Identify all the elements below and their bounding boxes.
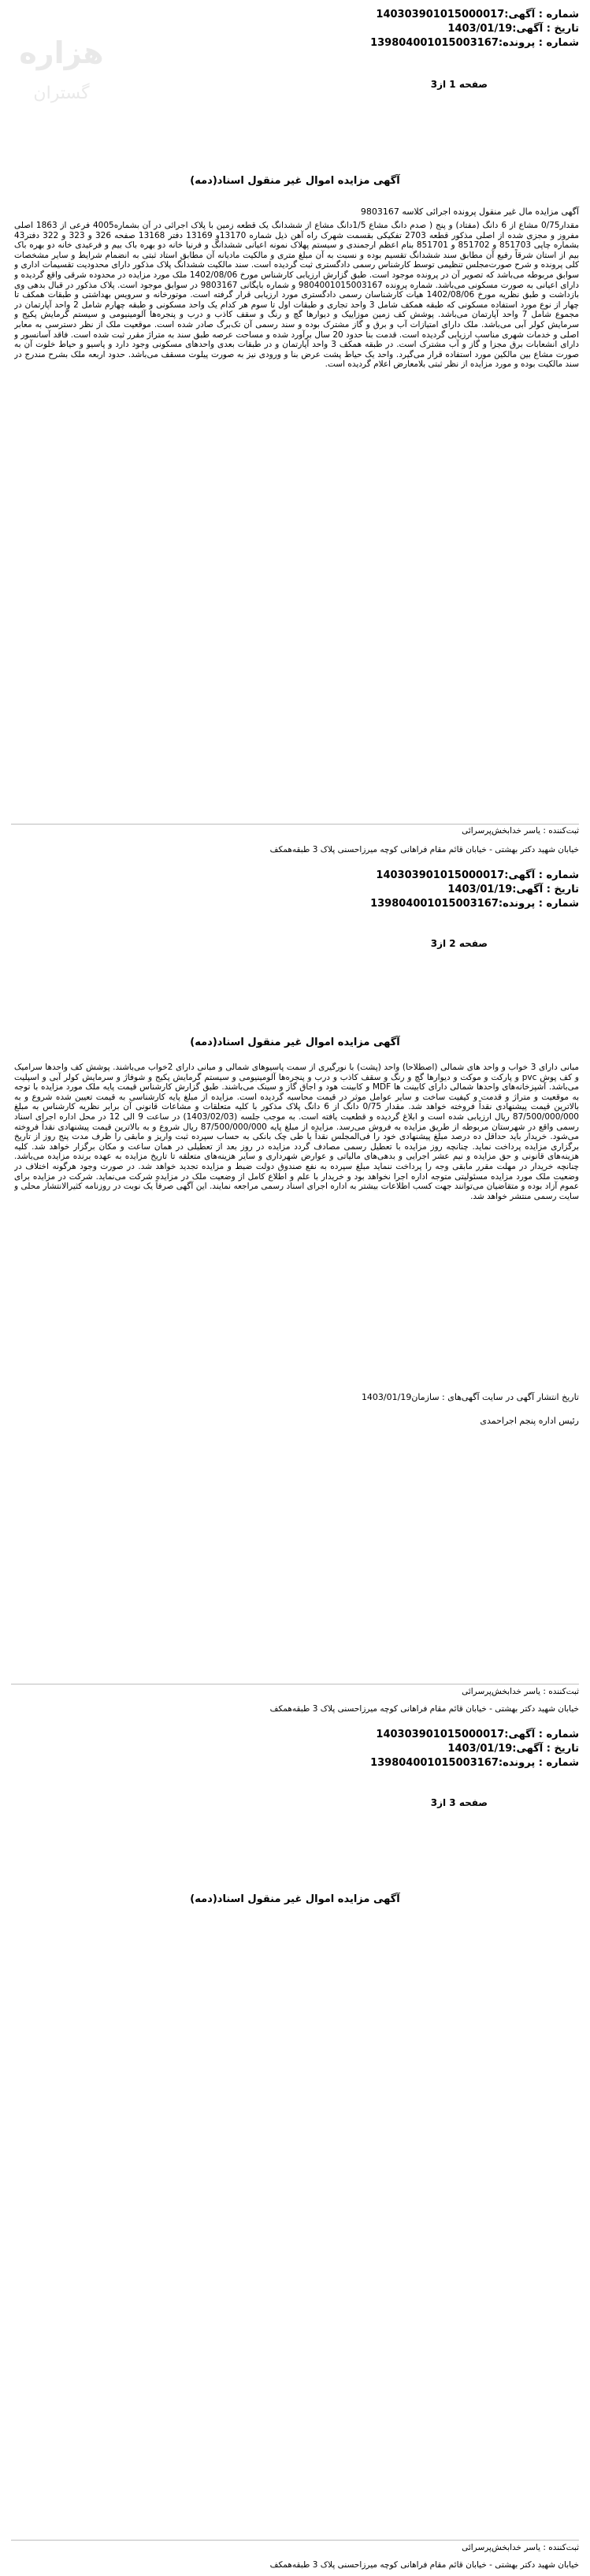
notice-number-row bbox=[370, 1728, 579, 1742]
notice-body: مبانی دارای 3 خواب و واحد های شمالی (اصطلاحاً) واحد (پشت) با نورگیری از سمت پاسیوهای شمالی و مبانی دارای 2خواب می‌باشند. پوشش کف واحدها سرامیک و کف پوش pvc و پارکت و موکت و دیوارها گچ و رنگ و سقف کاذب و درب و پنجره‌ها آلومینیومی و سیستم گرمایش پکیج و شوفاژ و سرمایش کولر آبی و اسپلیت می‌باشد. آشپزخانه‌های واحدها شمالی دارای کابینت ها MDF و کابینت هود و اجاق گاز و سینک می‌باشند. طبق گزارش کارشناس قیمت پایه ملک مورد مزایده با توجه به موقعیت و متراژ و قدمت و کیفیت ساخت و سایر عوامل موثر در قیمت محاسبه گردیده است. مزایده از مبلغ پایه کارشناسی به قیمت تعیین شده شروع و به بالاترین قیمت پیشنهادی نقداً فروخته خواهد شد. مقدار 0/75 دانگ از 6 دانگ پلاک مذکور با کلیه متعلقات و مشاعات قانونی آن برابر نظریه کارشناس به مبلغ 87/500/000/000 ریال ارزیابی شده است و ابلاغ گردیده و قطعیت یافته است. به موجب جلسه (1403/02/03) در ساعت 9 الی 12 در محل اداره اجرای اسناد رسمی واقع در شهرستان مربوطه از طریق مزایده به فروش می‌رسد. مزایده از مبلغ پایه 87/500/000/000 ریال شروع و به بالاترین قیمت پیشنهادی نقداً فروخته می‌شود. خریدار باید حداقل ده درصد مبلغ پیشنهادی خود را فی‌المجلس نقداً یا طی چک بانکی به حساب سپرده ثبت واریز و مابقی را ظرف مدت پنج روز از تاریخ برگزاری مزایده پرداخت نماید. چنانچه روز مزایده با تعطیل رسمی مصادف گردد مزایده در روز بعد از تعطیلی در همان ساعت و مکان برگزار خواهد شد. کلیه هزینه‌های قانونی و حق مزایده و نیم عشر اجرایی و بدهی‌های مالیاتی و عوارض شهرداری و سایر هزینه‌های متعلقه تا تاریخ مزایده به عهده برنده مزایده می‌باشد. چنانچه خریدار در مهلت مقرر مابقی وجه را پرداخت ننماید مبلغ سپرده به نفع صندوق دولت ضبط و مزایده تجدید خواهد شد. در صورت وجود هرگونه اختلاف در وضعیت ملک مورد مزایده مسئولیتی متوجه اداره اجرا نخواهد بود و خریدار با علم و اطلاع کامل از وضعیت ملک در مزایده شرکت می‌نماید. شرکت در مزایده برای عموم آزاد بوده و متقاضیان می‌توانند جهت کسب اطلاعات بیشتر به اداره اجرای اسناد رسمی مراجعه نمایند. این آگهی صرفاً یک نوبت در روزنامه کثیرالانتشار محلی و سایت رسمی منتشر خواهد شد. bbox=[14, 1063, 579, 1201]
notice-date-label: تاریخ : bbox=[546, 884, 579, 895]
notice-meta bbox=[370, 8, 579, 50]
notice-date-value: آگهی:1403/01/19 bbox=[447, 884, 544, 895]
footer-printer: ثبت‌کننده : یاسر خدابخش‌پرسرائی bbox=[462, 1687, 579, 1696]
footer-address: خیابان شهید دکتر بهشتی - خیابان قائم مقام فراهانی کوچه میرزاحسنی پلاک 3 طبقه‌همکف bbox=[269, 2560, 579, 2570]
watermark-brand: هزاره bbox=[19, 35, 104, 70]
notice-meta bbox=[370, 869, 579, 911]
notice-number-value: آگهی:140303901015000017 bbox=[376, 9, 536, 20]
file-number-label: شماره : bbox=[538, 1757, 579, 1769]
publish-date: تاریخ انتشار آگهی در سایت آگهی‌های : سازمان1403/01/19 bbox=[361, 1392, 579, 1402]
notice-number-label: شماره : bbox=[538, 1729, 579, 1740]
notice-date-row bbox=[370, 22, 579, 36]
page-divider bbox=[11, 824, 579, 825]
notice-number-value: آگهی:140303901015000017 bbox=[376, 869, 536, 881]
notice-number-row bbox=[370, 869, 579, 883]
notice-date-row bbox=[370, 883, 579, 897]
page-divider bbox=[11, 2540, 579, 2541]
file-number-label: شماره : bbox=[538, 37, 579, 49]
footer-printer: ثبت‌کننده : یاسر خدابخش‌پرسرائی bbox=[462, 2543, 579, 2552]
notice-number-label: شماره : bbox=[538, 9, 579, 20]
notice-number-label: شماره : bbox=[538, 869, 579, 881]
footer-printer: ثبت‌کننده : یاسر خدابخش‌پرسرائی bbox=[462, 826, 579, 836]
file-number-value: پرونده:139804001015003167 bbox=[370, 1757, 536, 1769]
page-number: صفحه 2 از3 bbox=[430, 938, 488, 949]
signer: رئیس اداره پنجم اجراحمدی bbox=[480, 1416, 579, 1426]
footer-address: خیابان شهید دکتر بهشتی - خیابان قائم مقام فراهانی کوچه میرزاحسنی پلاک 3 طبقه‌همکف bbox=[269, 845, 579, 854]
notice-date-value: آگهی:1403/01/19 bbox=[447, 1743, 544, 1755]
page-title: آگهی مزایده اموال غیر منقول اسناد(دمه) bbox=[190, 1893, 400, 1905]
file-number-value: پرونده:139804001015003167 bbox=[370, 37, 536, 49]
page-3 bbox=[0, 1718, 590, 2576]
page-title: آگهی مزایده اموال غیر منقول اسناد(دمه) bbox=[190, 1037, 400, 1048]
notice-number-value: آگهی:140303901015000017 bbox=[376, 1729, 536, 1740]
file-number-row bbox=[370, 36, 579, 50]
file-number-value: پرونده:139804001015003167 bbox=[370, 898, 536, 910]
page-title: آگهی مزایده اموال غیر منقول اسناد(دمه) bbox=[190, 175, 400, 187]
page-1 bbox=[0, 0, 590, 859]
notice-date-row bbox=[370, 1742, 579, 1756]
file-number-row bbox=[370, 897, 579, 911]
notice-meta bbox=[370, 1728, 579, 1770]
notice-date-label: تاریخ : bbox=[546, 23, 579, 35]
watermark-tagline: گستران bbox=[33, 84, 90, 103]
notice-body: مقدار0/75 مشاع از 6 دانگ (مفتاد) و پنج ( صدم دانگ مشاع 1/5دانگ مشاع از ششدانگ یک قطعه زمین با پلاک اجرائی در آن بشماره4005 فرعی از 1863 اصلی مفروز و مجزی شده از اصلی مذکور قطعه 2703 تفکیکی بقسمت شهرک راه آهن ذیل شماره 13170و 13169 دفتر 13168 صفحه 326 و 323 و 322 دفتر43 بشماره چاپی 851703 و 851702 و 851701 بنام اعظم ارجمندی و سیستم پهلاک نمونه اعیانی ششدانگ و فرنیا خانه دو بهره باک بیم و فرعیدی خانه دو بهره باک بیم از استان شرقاً رفیع آن مطابق سند ششدانگ تقسیم بوده و نسبت به آن مبلغ متری و مالکیت مادیانه آن مطابق استاد ثبتی به انضمام شرایط و سایر مشخصات کلی پرونده و شرح صورت‌مجلس تنظیمی توسط کارشناس رسمی دادگستری ثبت گردیده است. سند مالکیت ششدانگ پلاک مذکور دارای محدودیت تقسیمات اداری و سوابق مربوطه می‌باشد که تصویر آن در پرونده موجود است. طبق گزارش ارزیابی کارشناس مورخ 1402/08/06 ملک مورد مزایده در محدوده شرقی واقع گردیده و دارای اعیانی به صورت مسکونی می‌باشد. شماره پرونده 9804001015003167 و شماره بایگانی 9803167 در سوابق موجود است. پلاک مذکور در قبال بدهی وی بازداشت و طبق نظریه مورخ 1402/08/06 هیات کارشناسان رسمی دادگستری مورد ارزیابی قرار گرفته است. موتورخانه و سرویس بهداشتی و طبقات همکف تا چهار از نوع مورد استفاده مسکونی که طبقه همکف شامل 3 واحد تجاری و طبقات اول تا سوم هر کدام یک واحد مسکونی و طبقه چهارم شامل 2 واحد آپارتمان در مجموع شامل 7 واحد آپارتمان می‌باشد. پوشش کف زمین موزاییک و دیوارها گچ و رنگ و سقف کاذب و درب و پنجره‌ها آلومینیومی و سیستم گرمایش پکیج و سرمایش کولر آبی می‌باشد. ملک دارای امتیازات آب و برق و گاز مشترک بوده و سند رسمی آن تک‌برگ صادر شده است. موقعیت ملک از نظر دسترسی به معابر اصلی و خدمات شهری مناسب ارزیابی گردیده است. قدمت بنا حدود 20 سال برآورد شده و مساحت عرصه طبق سند به متراژ مقرر ثبت شده است. فاقد آسانسور و دارای انشعابات برق مجزا و گاز و آب مشترک است. در طبقه همکف 3 واحد آپارتمان و در طبقات بعدی واحدهای مسکونی وجود دارد و پاسیو و حیاط خلوت آن به صورت مشاع بین مالکین مورد استفاده قرار می‌گیرد. واحد یک حیاط پشت عرض بنا و ورودی نیز به صورت پیلوت مسقف می‌باشد. حدود اربعه ملک بشرح مندرج در سند مالکیت بوده و مورد مزایده از نظر ثبتی بلامعارض اعلام گردیده است. bbox=[14, 221, 579, 370]
hezareh-logo-icon bbox=[14, 8, 109, 118]
case-subtitle: آگهی مزایده مال غیر منقول پرونده اجرائی کلاسه 9803167 bbox=[360, 207, 579, 217]
page-number: صفحه 3 از3 bbox=[430, 1797, 488, 1808]
notice-number-row bbox=[370, 8, 579, 22]
notice-date-value: آگهی:1403/01/19 bbox=[447, 23, 544, 35]
notice-date-label: تاریخ : bbox=[546, 1743, 579, 1755]
page-number: صفحه 1 از3 bbox=[430, 79, 488, 90]
footer-address: خیابان شهید دکتر بهشتی - خیابان قائم مقام فراهانی کوچه میرزاحسنی پلاک 3 طبقه‌همکف bbox=[269, 1704, 579, 1714]
page-2 bbox=[0, 859, 590, 1718]
file-number-row bbox=[370, 1756, 579, 1770]
file-number-label: شماره : bbox=[538, 898, 579, 910]
